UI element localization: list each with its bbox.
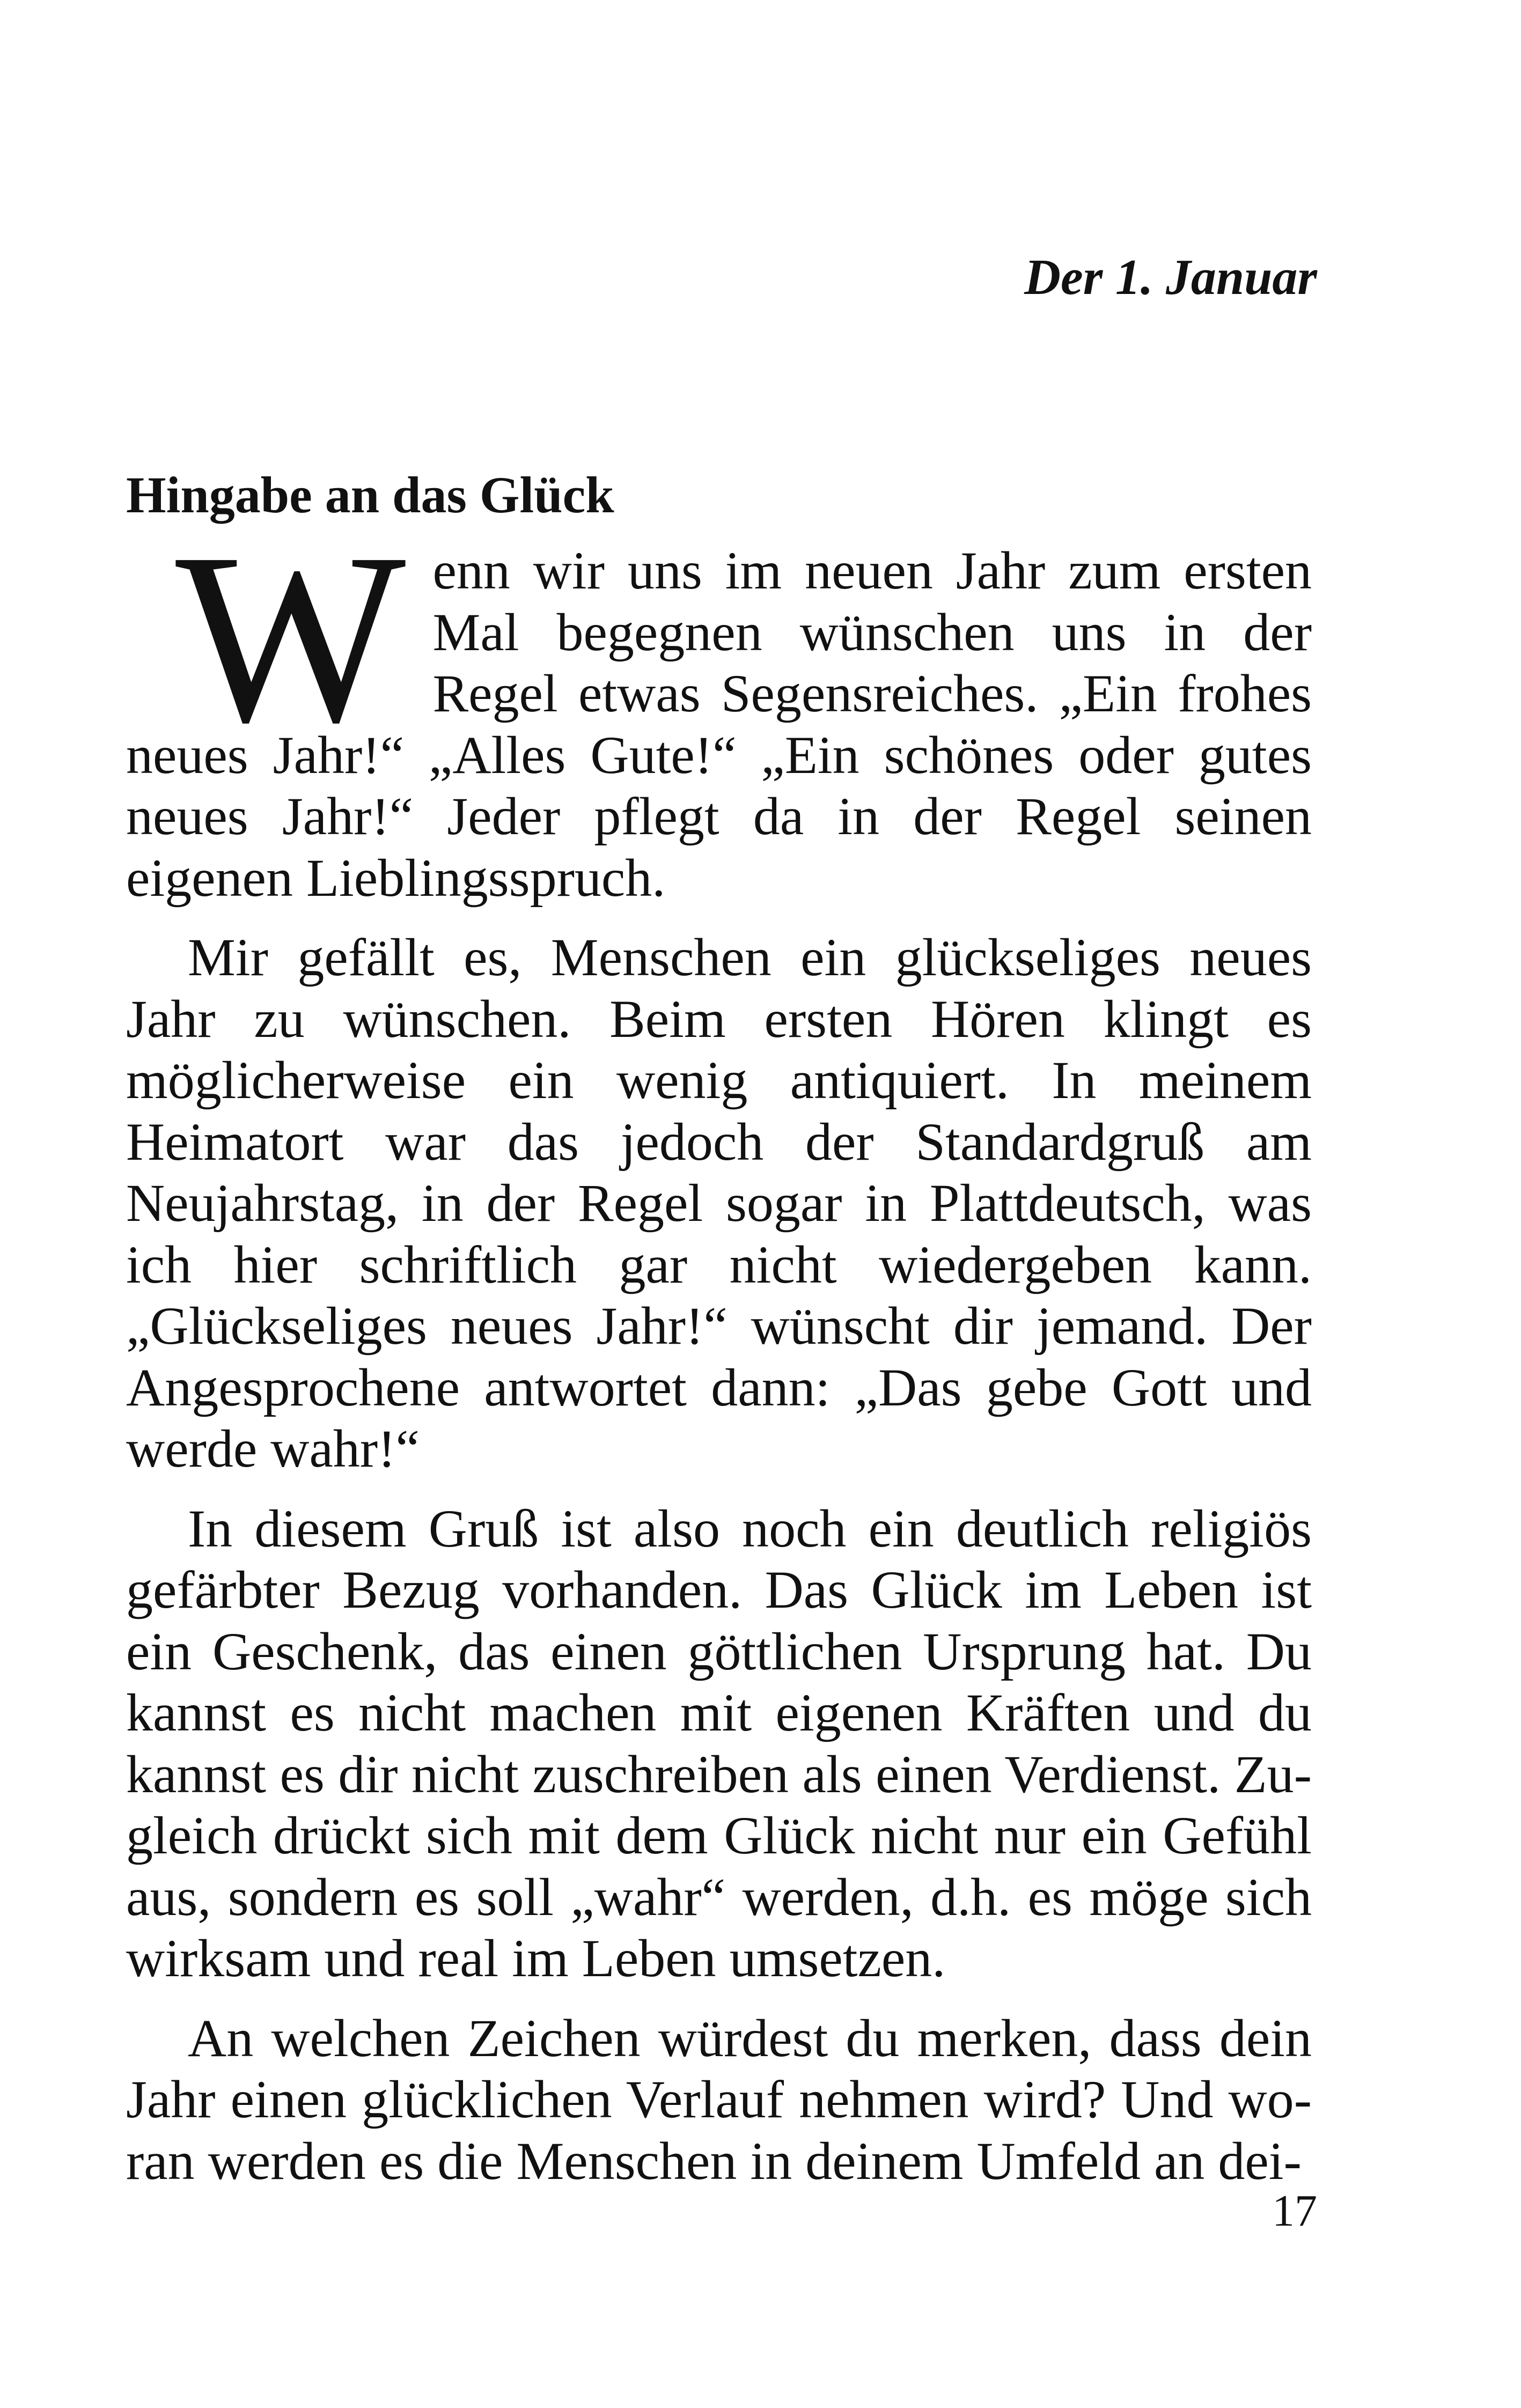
page-number: 17 bbox=[1272, 2186, 1317, 2236]
section-heading: Hingabe an das Glück bbox=[126, 466, 614, 524]
paragraph-4: An welchen Zeichen würdest du merken, dass dein Jahr einen glücklichen Verlauf nehmen wird? Und woran werden es die Menschen in deinem Umfeld an dei- bbox=[126, 2008, 1312, 2191]
paragraph-1-text: enn wir uns im neuen Jahr zum ersten Mal begegnen wünschen uns in der Regel etwas Segensreiches. „Ein frohes neues Jahr!“ „Alles Gute!“ „Ein schönes oder gutes neues Jahr!“ Jeder pflegt da in der Regel seinen eigenen Lieblingsspruch. bbox=[126, 541, 1312, 908]
drop-cap: W bbox=[175, 503, 406, 773]
paragraph-2: Mir gefällt es, Menschen ein glückseliges neues Jahr zu wünschen. Beim ersten Hören klingt es möglicherweise ein wenig antiquiert. In meinem Heimatort war das jedoch der Standardgruß am Neujahrstag, in der Regel sogar in Plattdeutsch, was ich hier schriftlich gar nicht wiedergeben kann. „Glückseliges neues Jahr!“ wünscht dir jemand. Der Angesprochene antwortet dann: „Das gebe Gott und werde wahr!“ bbox=[126, 927, 1312, 1478]
body-text bbox=[126, 466, 1312, 2210]
paragraph-1 bbox=[126, 503, 1312, 909]
chapter-title: Der 1. Januar bbox=[1024, 249, 1317, 305]
paragraph-3: In diesem Gruß ist also noch ein deutlich religiös gefärbter Bezug vorhanden. Das Glück im Leben ist ein Geschenk, das einen göttlichen Ursprung hat. Du kannst es nicht machen mit eigenen Kräften und du kannst es dir nicht zuschreiben als einen Verdienst. Zugleich drückt sich mit dem Glück nicht nur ein Gefühl aus, sondern es soll „wahr“ werden, d.h. es möge sich wirksam und real im Leben umsetzen. bbox=[126, 1498, 1312, 1988]
